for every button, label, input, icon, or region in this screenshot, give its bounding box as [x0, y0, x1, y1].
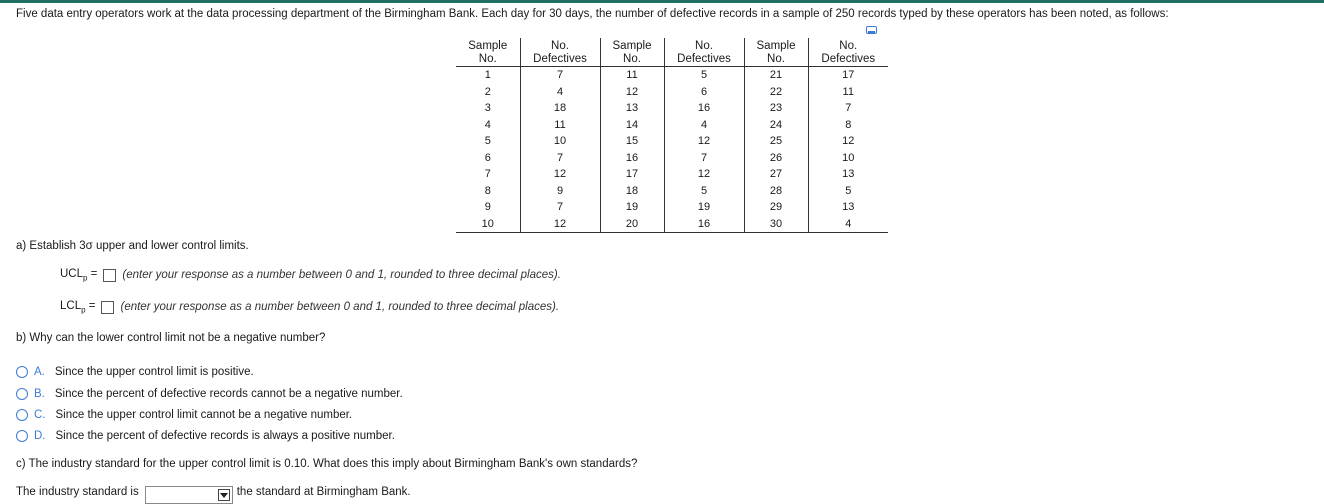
cell: 17 [600, 166, 664, 183]
table-row [456, 84, 888, 101]
cell: 28 [744, 183, 808, 200]
header-sample-no-2: Sample No. [600, 38, 664, 67]
cell: 5 [456, 133, 520, 150]
cell: 17 [842, 69, 855, 82]
cell: 18 [520, 100, 600, 117]
option-text: Since the upper control limit is positive. [54, 366, 254, 378]
cell: 24 [744, 117, 808, 134]
part-c-question: c) The industry standard for the upper control limit is 0.10. What does this imply about Birmingham Bank's own standards? [16, 458, 638, 470]
cell: 29 [744, 199, 808, 216]
cell: 12 [600, 84, 664, 101]
cell: 11 [520, 117, 600, 134]
defects-data-table [456, 38, 888, 233]
cell: 13 [842, 201, 855, 214]
problem-statement: Five data entry operators work at the data processing department of the Birmingham Bank. Each day for 30 days, the number of defective records in a sample of 250 records typed by these operators has been noted, as follows: [16, 8, 1169, 20]
cell: 9 [520, 183, 600, 200]
cell: 10 [842, 151, 855, 164]
cell: 8 [456, 183, 520, 200]
option-text: Since the upper control limit cannot be a negative number. [55, 409, 353, 421]
ucl-hint: (enter your response as a number between 0 and 1, rounded to three decimal places). [122, 269, 561, 282]
cell: 8 [845, 118, 852, 131]
header-sample-no-1: Sample No. [456, 38, 520, 67]
cell: 23 [744, 100, 808, 117]
cell: 7 [664, 150, 744, 167]
radio-icon[interactable] [16, 409, 28, 421]
table-row [456, 117, 888, 134]
cell: 12 [520, 216, 600, 233]
cell: 30 [744, 216, 808, 233]
cell: 6 [664, 84, 744, 101]
cell: 4 [520, 84, 600, 101]
cell: 7 [845, 102, 852, 115]
option-b[interactable] [16, 388, 403, 400]
ucl-input[interactable] [103, 269, 116, 282]
cell: 4 [808, 216, 888, 233]
cell: 4 [456, 117, 520, 134]
chevron-down-icon[interactable] [218, 489, 230, 501]
table-row [456, 100, 888, 117]
cell: 16 [664, 216, 744, 233]
option-d[interactable] [16, 430, 395, 442]
header-defectives-1: No. Defectives [520, 38, 600, 67]
cell: 14 [600, 117, 664, 134]
cell: 9 [456, 199, 520, 216]
part-c-suffix: the standard at Birmingham Bank. [236, 486, 411, 498]
option-letter: B. [34, 388, 45, 400]
ucl-answer-row [60, 268, 561, 282]
cell: 7 [520, 67, 600, 84]
part-c-prefix: The industry standard is [16, 486, 139, 498]
cell: 12 [664, 166, 744, 183]
option-letter: A. [34, 366, 45, 378]
table-row [456, 166, 888, 183]
cell: 13 [842, 168, 855, 181]
cell: 19 [664, 199, 744, 216]
radio-icon[interactable] [16, 366, 28, 378]
cell: 15 [600, 133, 664, 150]
cell: 6 [456, 150, 520, 167]
cell: 12 [520, 166, 600, 183]
lcl-hint: (enter your response as a number between 0 and 1, rounded to three decimal places). [120, 301, 560, 314]
cell: 12 [842, 135, 855, 148]
cell: 19 [600, 199, 664, 216]
table-row [456, 150, 888, 167]
cell: 11 [842, 85, 854, 98]
table-row [456, 67, 888, 84]
radio-icon[interactable] [16, 388, 28, 400]
lcl-answer-row [60, 300, 559, 314]
cell: 12 [664, 133, 744, 150]
part-c-answer-row [16, 486, 411, 504]
option-text: Since the percent of defective records is always a positive number. [55, 430, 395, 442]
cell: 2 [456, 84, 520, 101]
ucl-label: $UCL_p$ = [60, 268, 98, 283]
cell: 22 [744, 84, 808, 101]
option-c[interactable] [16, 409, 352, 421]
cell: 1 [456, 67, 520, 84]
radio-icon[interactable] [16, 430, 28, 442]
cell: 21 [744, 67, 808, 84]
cell: 26 [744, 150, 808, 167]
option-a[interactable] [16, 366, 254, 378]
lcl-input[interactable] [101, 301, 114, 314]
part-b-question: b) Why can the lower control limit not be a negative number? [16, 332, 326, 344]
option-letter: C. [34, 409, 46, 421]
cell: 5 [664, 183, 744, 200]
comparison-dropdown[interactable] [145, 486, 233, 504]
cell: 16 [664, 100, 744, 117]
table-row [456, 216, 888, 233]
copy-data-icon[interactable] [866, 26, 877, 34]
cell: 4 [664, 117, 744, 134]
header-defectives-3: No. Defectives [808, 38, 888, 67]
table-row [456, 133, 888, 150]
cell: 16 [600, 150, 664, 167]
cell: 3 [456, 100, 520, 117]
option-letter: D. [34, 430, 46, 442]
header-sample-no-3: Sample No. [744, 38, 808, 67]
cell: 20 [600, 216, 664, 233]
cell: 27 [744, 166, 808, 183]
cell: 7 [456, 166, 520, 183]
top-accent-bar [0, 0, 1324, 3]
cell: 25 [744, 133, 808, 150]
cell: 7 [520, 199, 600, 216]
cell: 10 [520, 133, 600, 150]
table-header-row [456, 38, 888, 67]
cell: 18 [600, 183, 664, 200]
header-defectives-2: No. Defectives [664, 38, 744, 67]
cell: 13 [600, 100, 664, 117]
part-a-question: a) Establish 3σ upper and lower control limits. [16, 240, 249, 252]
cell: 5 [664, 67, 744, 84]
lcl-label: $LCL_p$ = [60, 300, 96, 315]
cell: 10 [456, 216, 520, 233]
cell: 7 [520, 150, 600, 167]
table-row [456, 199, 888, 216]
cell: 11 [600, 67, 664, 84]
cell: 5 [845, 184, 852, 197]
option-text: Since the percent of defective records cannot be a negative number. [54, 388, 403, 400]
table-row [456, 183, 888, 200]
